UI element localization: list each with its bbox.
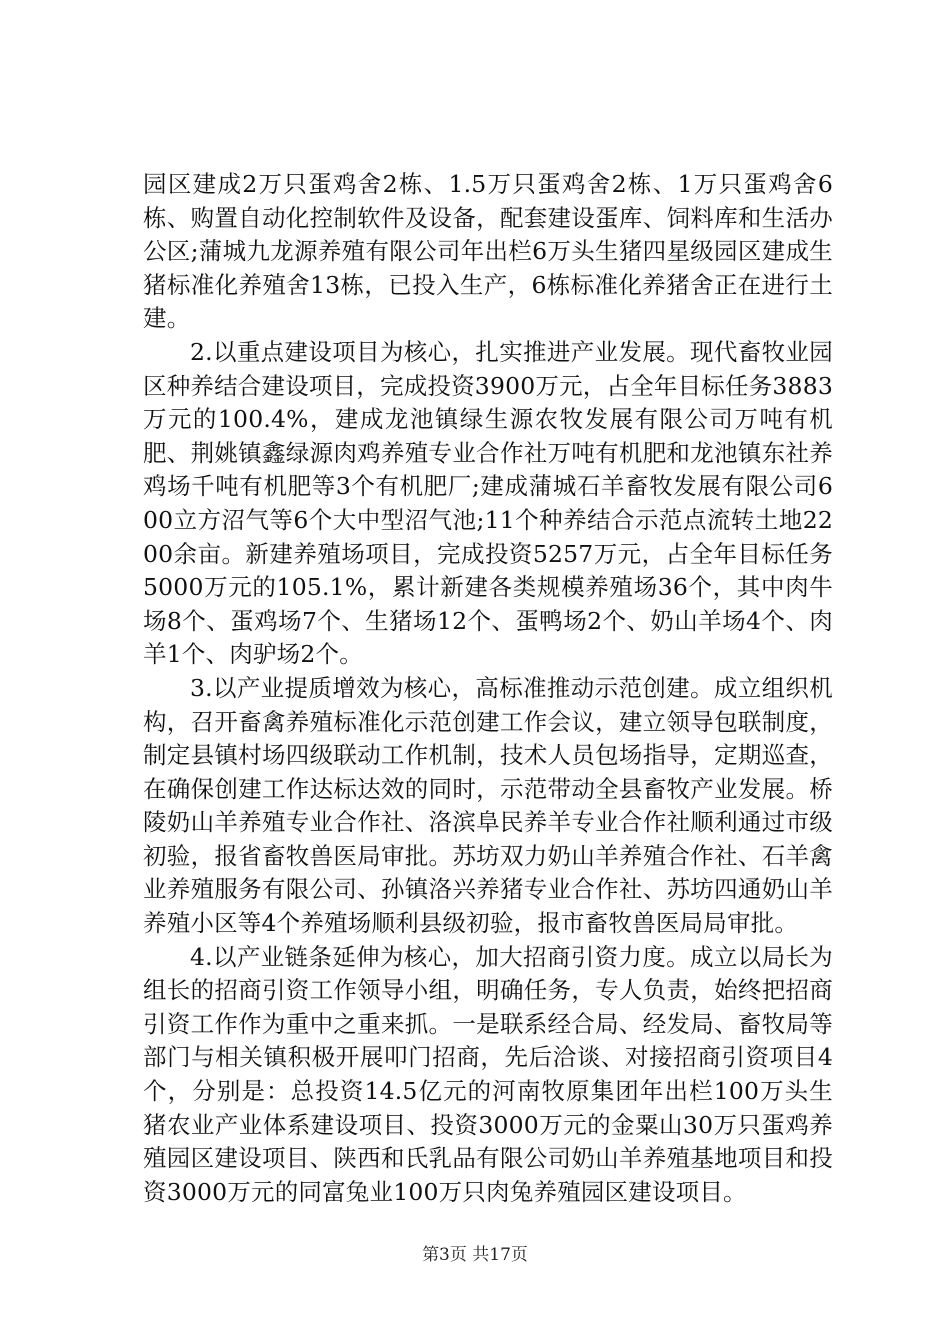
page-footer: 第3页 共17页 [422,1245,528,1265]
document-body [143,168,833,1209]
paragraph-key-projects: 2.以重点建设项目为核心，扎实推进产业发展。现代畜牧业园区种养结合建设项目，完成投资3900万元，占全年目标任务3883万元的100.4%，建成龙池镇绿生源农牧发展有限公司万吨有机肥、荆姚镇鑫绿源肉鸡养殖专业合作社万吨有机肥和龙池镇东社养鸡场千吨有机肥等3个有机肥厂;建成蒲城石羊畜牧发展有限公司600立方沼气等6个大中型沼气池;11个种养结合示范点流转土地2200余亩。新建养殖场项目，完成投资5257万元，占全年目标任务5000万元的105.1%，累计新建各类规模养殖场36个，其中肉牛场8个、蛋鸡场7个、生猪场12个、蛋鸭场2个、奶山羊场4个、肉羊1个、肉驴场2个。 [143,337,834,669]
paragraph-investment: 4.以产业链条延伸为核心，加大招商引资力度。成立以局长为组长的招商引资工作领导小组，明确任务，专人负责，始终把招商引资工作作为重中之重来抓。一是联系经合局、经发局、畜牧局等部门与相关镇积极开展叩门招商，先后洽谈、对接招商引资项目4个，分别是：总投资14.5亿元的河南牧原集团年出栏100万头生猪农业产业体系建设项目、投资3000万元的金粟山30万只蛋鸡养殖园区建设项目、陕西和氏乳品有限公司奶山羊养殖基地项目和投资3000万元的同富兔业100万只肉兔养殖园区建设项目。 [143,942,833,1206]
paragraph-demonstration: 3.以产业提质增效为核心，高标准推动示范创建。成立组织机构，召开畜禽养殖标准化示范创建工作会议，建立领导包联制度，制定县镇村场四级联动工作机制，技术人员包场指导，定期巡查，在确保创建工作达标达效的同时，示范带动全县畜牧产业发展。桥陵奶山羊养殖专业合作社、洛滨阜民养羊专业合作社顺利通过市级初验，报省畜牧兽医局审批。苏坊双力奶山羊养殖合作社、石羊禽业养殖服务有限公司、孙镇洛兴养猪专业合作社、苏坊四通奶山羊养殖小区等4个养殖场顺利县级初验，报市畜牧兽医局局审批。 [143,673,833,938]
paragraph-continued: 园区建成2万只蛋鸡舍2栋、1.5万只蛋鸡舍2栋、1万只蛋鸡舍6栋、购置自动化控制软件及设备，配套建设蛋库、饲料库和生活办公区;蒲城九龙源养殖有限公司年出栏6万头生猪四星级园区建成生猪标准化养殖舍13栋，已投入生产，6栋标准化养猪舍正在进行土建。 [143,170,833,333]
